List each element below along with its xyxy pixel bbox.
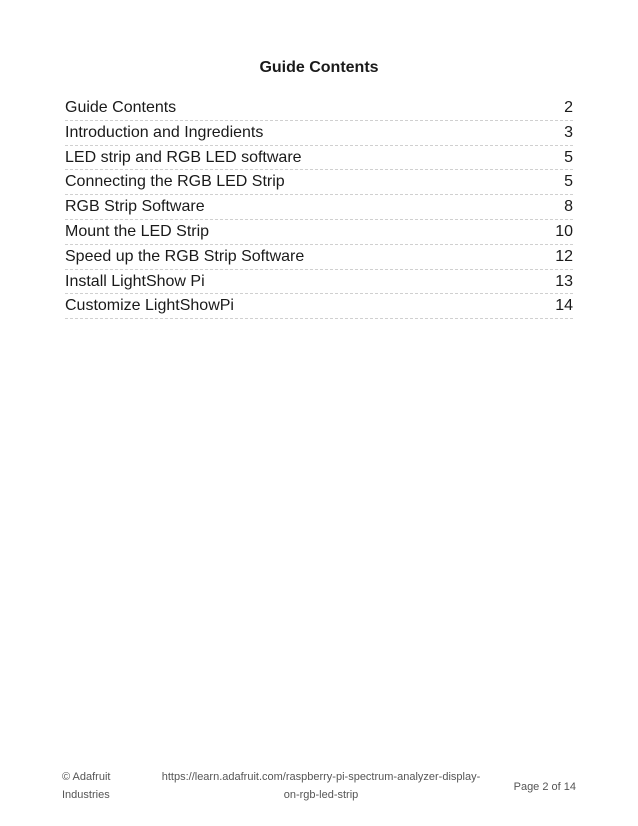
toc-row[interactable] [65, 294, 573, 319]
toc-page-number: 12 [555, 247, 573, 265]
footer-page-number: Page 2 of 14 [513, 781, 576, 793]
footer-copyright: © Adafruit Industries [62, 771, 111, 801]
toc-page-number: 13 [555, 272, 573, 290]
toc-page-number: 14 [555, 297, 573, 315]
toc-page-number: 5 [564, 173, 573, 191]
page-title: Guide Contents [259, 59, 379, 76]
toc-row[interactable] [65, 121, 573, 146]
toc-page-number: 5 [564, 148, 573, 166]
toc-entry-label: Mount the LED Strip [65, 222, 210, 240]
toc-page-number: 2 [564, 99, 573, 116]
toc-page-number: 3 [564, 123, 573, 141]
toc-entry-label: Customize LightShowPi [65, 297, 234, 315]
toc-row[interactable] [65, 96, 573, 121]
toc-entry-label: LED strip and RGB LED software [65, 148, 302, 166]
toc-row[interactable] [65, 170, 573, 195]
toc-entry-label: Connecting the RGB LED Strip [65, 173, 285, 191]
toc-entry-label: Speed up the RGB Strip Software [65, 247, 305, 265]
table-of-contents [65, 96, 573, 319]
toc-row[interactable] [65, 220, 573, 245]
toc-row[interactable] [65, 245, 573, 270]
toc-row[interactable] [65, 146, 573, 171]
toc-row[interactable] [65, 270, 573, 295]
toc-entry-label: Install LightShow Pi [65, 272, 205, 290]
footer-url-link[interactable]: https://learn.adafruit.com/raspberry-pi-spectrum-analyzer-display-on-rgb-led-strip [161, 771, 481, 801]
toc-entry-label: RGB Strip Software [65, 198, 205, 216]
toc-page-number: 8 [564, 198, 573, 216]
toc-row[interactable] [65, 195, 573, 220]
toc-entry-label: Guide Contents [65, 99, 177, 116]
toc-entry-label: Introduction and Ingredients [65, 123, 264, 141]
toc-page-number: 10 [555, 222, 573, 240]
